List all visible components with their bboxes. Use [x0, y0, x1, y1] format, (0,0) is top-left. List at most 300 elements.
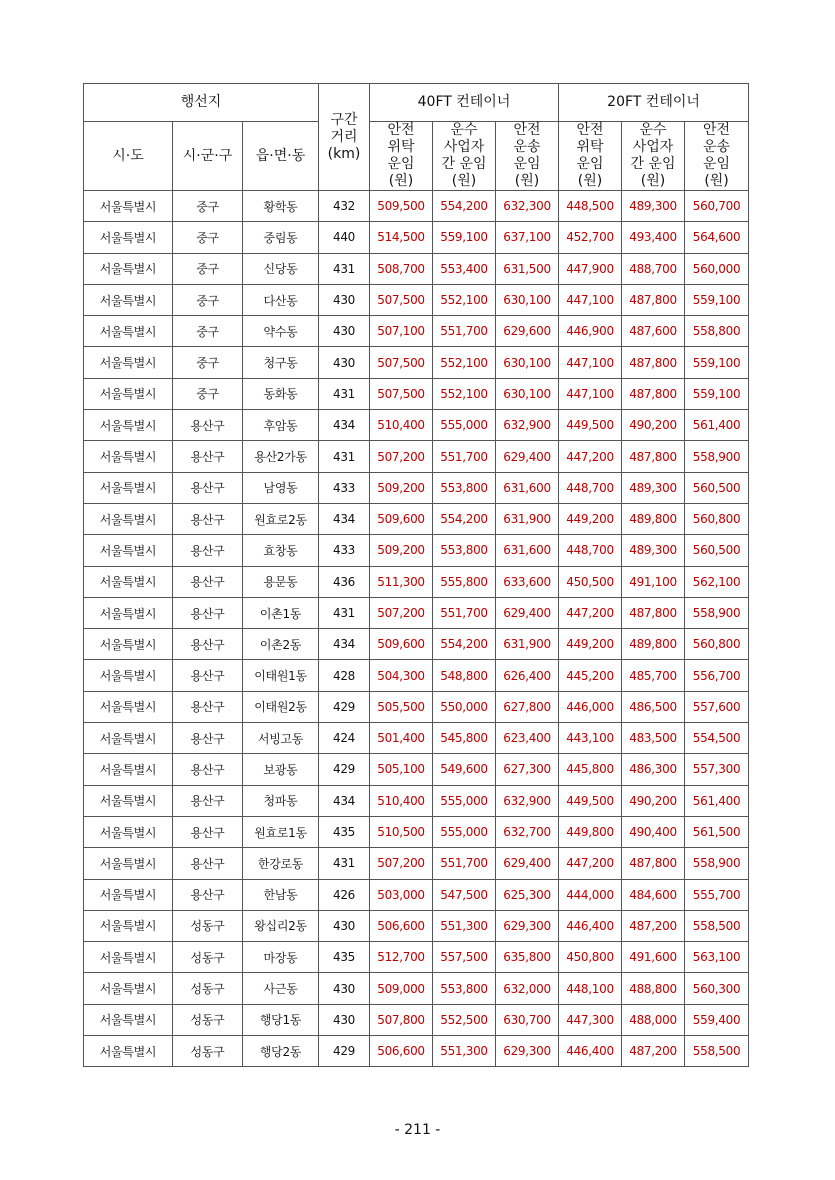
- sigungu-cell: 용산구: [173, 848, 243, 879]
- fare-20ft-transport-cell: 557,600: [685, 691, 749, 722]
- fare-40ft-carrier-cell: 551,700: [433, 597, 496, 628]
- table-row: [84, 910, 749, 941]
- fare-40ft-transport-cell: 623,400: [496, 723, 559, 754]
- distance-cell: 430: [319, 1004, 370, 1035]
- sido-cell: 서울특별시: [84, 660, 173, 691]
- fare-20ft-consignment-cell: 446,900: [559, 316, 622, 347]
- fare-20ft-carrier-cell: 487,800: [622, 441, 685, 472]
- sido-cell: 서울특별시: [84, 723, 173, 754]
- fare-20ft-transport-cell: 559,100: [685, 284, 749, 315]
- fare-20ft-transport-cell: 559,100: [685, 347, 749, 378]
- sido-cell: 서울특별시: [84, 1036, 173, 1067]
- fare-40ft-transport-cell: 632,900: [496, 785, 559, 816]
- fare-20ft-carrier-cell: 483,500: [622, 723, 685, 754]
- header-40ft-consignment: 안전 위탁 운임 (원): [370, 122, 433, 191]
- dong-cell: 다산동: [243, 284, 319, 315]
- fare-20ft-carrier-cell: 489,800: [622, 629, 685, 660]
- dong-cell: 청구동: [243, 347, 319, 378]
- fare-40ft-transport-cell: 629,300: [496, 910, 559, 941]
- sido-cell: 서울특별시: [84, 910, 173, 941]
- fare-40ft-transport-cell: 631,900: [496, 503, 559, 534]
- fare-40ft-consignment-cell: 501,400: [370, 723, 433, 754]
- fare-20ft-carrier-cell: 486,500: [622, 691, 685, 722]
- sido-cell: 서울특별시: [84, 191, 173, 222]
- fare-40ft-transport-cell: 629,300: [496, 1036, 559, 1067]
- header-40ft: 40FT 컨테이너: [370, 84, 559, 122]
- fare-40ft-carrier-cell: 555,000: [433, 816, 496, 847]
- fare-40ft-consignment-cell: 507,500: [370, 378, 433, 409]
- table-row: [84, 253, 749, 284]
- dong-cell: 마장동: [243, 942, 319, 973]
- table-row: [84, 566, 749, 597]
- sigungu-cell: 중구: [173, 378, 243, 409]
- fare-20ft-consignment-cell: 450,500: [559, 566, 622, 597]
- fare-20ft-consignment-cell: 452,700: [559, 222, 622, 253]
- fare-40ft-carrier-cell: 548,800: [433, 660, 496, 691]
- fare-40ft-consignment-cell: 510,400: [370, 785, 433, 816]
- table-row: [84, 848, 749, 879]
- fare-40ft-carrier-cell: 554,200: [433, 629, 496, 660]
- fare-40ft-carrier-cell: 550,000: [433, 691, 496, 722]
- distance-cell: 440: [319, 222, 370, 253]
- table-row: [84, 410, 749, 441]
- fare-40ft-consignment-cell: 509,600: [370, 629, 433, 660]
- fare-40ft-consignment-cell: 509,600: [370, 503, 433, 534]
- sido-cell: 서울특별시: [84, 472, 173, 503]
- table-row: [84, 816, 749, 847]
- dong-cell: 보광동: [243, 754, 319, 785]
- fare-40ft-consignment-cell: 512,700: [370, 942, 433, 973]
- fare-40ft-consignment-cell: 507,100: [370, 316, 433, 347]
- fare-20ft-transport-cell: 560,300: [685, 973, 749, 1004]
- sigungu-cell: 용산구: [173, 816, 243, 847]
- sigungu-cell: 용산구: [173, 410, 243, 441]
- sigungu-cell: 성동구: [173, 942, 243, 973]
- sigungu-cell: 용산구: [173, 472, 243, 503]
- table-row: [84, 597, 749, 628]
- fare-20ft-transport-cell: 555,700: [685, 879, 749, 910]
- fare-40ft-transport-cell: 631,500: [496, 253, 559, 284]
- fare-40ft-transport-cell: 632,900: [496, 410, 559, 441]
- fare-40ft-transport-cell: 630,100: [496, 347, 559, 378]
- table-row: [84, 691, 749, 722]
- distance-cell: 426: [319, 879, 370, 910]
- sido-cell: 서울특별시: [84, 316, 173, 347]
- fare-20ft-transport-cell: 563,100: [685, 942, 749, 973]
- fare-40ft-transport-cell: 631,600: [496, 472, 559, 503]
- table-row: [84, 879, 749, 910]
- table-row: [84, 222, 749, 253]
- fare-20ft-carrier-cell: 490,200: [622, 410, 685, 441]
- distance-cell: 430: [319, 316, 370, 347]
- header-20ft: 20FT 컨테이너: [559, 84, 749, 122]
- fare-20ft-carrier-cell: 491,600: [622, 942, 685, 973]
- sigungu-cell: 성동구: [173, 1004, 243, 1035]
- dong-cell: 원효로1동: [243, 816, 319, 847]
- fare-20ft-transport-cell: 559,100: [685, 378, 749, 409]
- sido-cell: 서울특별시: [84, 597, 173, 628]
- sigungu-cell: 용산구: [173, 503, 243, 534]
- fare-20ft-carrier-cell: 486,300: [622, 754, 685, 785]
- fare-20ft-consignment-cell: 449,800: [559, 816, 622, 847]
- header-20ft-transport: 안전 운송 운임 (원): [685, 122, 749, 191]
- fare-20ft-carrier-cell: 489,300: [622, 191, 685, 222]
- header-40ft-carrier: 운수 사업자 간 운임 (원): [433, 122, 496, 191]
- fare-20ft-consignment-cell: 448,500: [559, 191, 622, 222]
- fare-20ft-transport-cell: 557,300: [685, 754, 749, 785]
- dong-cell: 이촌1동: [243, 597, 319, 628]
- fare-20ft-consignment-cell: 449,500: [559, 410, 622, 441]
- fare-20ft-carrier-cell: 488,800: [622, 973, 685, 1004]
- table-row: [84, 535, 749, 566]
- fare-40ft-consignment-cell: 504,300: [370, 660, 433, 691]
- fare-20ft-transport-cell: 558,900: [685, 597, 749, 628]
- dong-cell: 행당1동: [243, 1004, 319, 1035]
- fare-20ft-transport-cell: 562,100: [685, 566, 749, 597]
- fare-20ft-consignment-cell: 447,100: [559, 378, 622, 409]
- fare-20ft-transport-cell: 560,800: [685, 629, 749, 660]
- fare-40ft-carrier-cell: 552,100: [433, 284, 496, 315]
- fare-20ft-consignment-cell: 450,800: [559, 942, 622, 973]
- sigungu-cell: 용산구: [173, 566, 243, 597]
- fare-20ft-transport-cell: 560,000: [685, 253, 749, 284]
- fare-20ft-carrier-cell: 488,700: [622, 253, 685, 284]
- fare-40ft-carrier-cell: 551,700: [433, 848, 496, 879]
- fare-40ft-carrier-cell: 553,800: [433, 472, 496, 503]
- fare-40ft-carrier-cell: 551,700: [433, 441, 496, 472]
- fare-20ft-consignment-cell: 446,400: [559, 910, 622, 941]
- sido-cell: 서울특별시: [84, 848, 173, 879]
- fare-20ft-carrier-cell: 487,200: [622, 1036, 685, 1067]
- distance-cell: 431: [319, 597, 370, 628]
- fare-20ft-transport-cell: 561,400: [685, 410, 749, 441]
- table-row: [84, 1004, 749, 1035]
- distance-cell: 434: [319, 410, 370, 441]
- fare-40ft-consignment-cell: 514,500: [370, 222, 433, 253]
- fare-40ft-consignment-cell: 509,200: [370, 535, 433, 566]
- fare-40ft-transport-cell: 631,600: [496, 535, 559, 566]
- fare-40ft-transport-cell: 637,100: [496, 222, 559, 253]
- header-sigungu: 시·군·구: [173, 122, 243, 191]
- fare-20ft-carrier-cell: 490,200: [622, 785, 685, 816]
- dong-cell: 남영동: [243, 472, 319, 503]
- distance-cell: 428: [319, 660, 370, 691]
- dong-cell: 중림동: [243, 222, 319, 253]
- fare-40ft-carrier-cell: 552,100: [433, 347, 496, 378]
- distance-cell: 435: [319, 942, 370, 973]
- fare-20ft-carrier-cell: 487,800: [622, 284, 685, 315]
- fare-40ft-carrier-cell: 559,100: [433, 222, 496, 253]
- fare-40ft-carrier-cell: 549,600: [433, 754, 496, 785]
- fare-40ft-carrier-cell: 557,500: [433, 942, 496, 973]
- distance-cell: 430: [319, 284, 370, 315]
- fare-40ft-transport-cell: 633,600: [496, 566, 559, 597]
- distance-cell: 430: [319, 973, 370, 1004]
- dong-cell: 신당동: [243, 253, 319, 284]
- fare-40ft-consignment-cell: 509,000: [370, 973, 433, 1004]
- dong-cell: 한강로동: [243, 848, 319, 879]
- dong-cell: 효창동: [243, 535, 319, 566]
- table-row: [84, 441, 749, 472]
- sigungu-cell: 중구: [173, 253, 243, 284]
- table-body: [84, 191, 749, 1067]
- fare-40ft-transport-cell: 629,400: [496, 848, 559, 879]
- fare-40ft-transport-cell: 632,300: [496, 191, 559, 222]
- fare-20ft-consignment-cell: 445,200: [559, 660, 622, 691]
- distance-cell: 429: [319, 1036, 370, 1067]
- fare-40ft-consignment-cell: 507,800: [370, 1004, 433, 1035]
- distance-cell: 430: [319, 347, 370, 378]
- fare-20ft-consignment-cell: 449,200: [559, 629, 622, 660]
- fare-20ft-consignment-cell: 447,200: [559, 848, 622, 879]
- fare-20ft-consignment-cell: 447,100: [559, 347, 622, 378]
- distance-cell: 436: [319, 566, 370, 597]
- table-row: [84, 378, 749, 409]
- table-row: [84, 785, 749, 816]
- table-row: [84, 1036, 749, 1067]
- fare-20ft-transport-cell: 556,700: [685, 660, 749, 691]
- fare-20ft-carrier-cell: 487,800: [622, 597, 685, 628]
- header-eupmyeondong: 읍·면·동: [243, 122, 319, 191]
- fare-20ft-consignment-cell: 446,400: [559, 1036, 622, 1067]
- distance-cell: 431: [319, 848, 370, 879]
- fare-20ft-transport-cell: 560,500: [685, 535, 749, 566]
- fare-20ft-transport-cell: 560,800: [685, 503, 749, 534]
- sido-cell: 서울특별시: [84, 566, 173, 597]
- sigungu-cell: 용산구: [173, 441, 243, 472]
- fare-20ft-carrier-cell: 489,800: [622, 503, 685, 534]
- distance-cell: 434: [319, 503, 370, 534]
- distance-cell: 434: [319, 629, 370, 660]
- dong-cell: 서빙고동: [243, 723, 319, 754]
- header-sido: 시·도: [84, 122, 173, 191]
- header-20ft-consignment: 안전 위탁 운임 (원): [559, 122, 622, 191]
- fare-40ft-carrier-cell: 554,200: [433, 503, 496, 534]
- fare-40ft-consignment-cell: 507,200: [370, 441, 433, 472]
- fare-40ft-transport-cell: 635,800: [496, 942, 559, 973]
- fare-20ft-carrier-cell: 490,400: [622, 816, 685, 847]
- fare-40ft-carrier-cell: 555,800: [433, 566, 496, 597]
- fare-40ft-transport-cell: 630,700: [496, 1004, 559, 1035]
- dong-cell: 용산2가동: [243, 441, 319, 472]
- fare-20ft-carrier-cell: 491,100: [622, 566, 685, 597]
- fare-40ft-consignment-cell: 507,200: [370, 597, 433, 628]
- dong-cell: 후암동: [243, 410, 319, 441]
- fare-20ft-transport-cell: 564,600: [685, 222, 749, 253]
- table-row: [84, 316, 749, 347]
- dong-cell: 약수동: [243, 316, 319, 347]
- distance-cell: 433: [319, 535, 370, 566]
- fare-40ft-transport-cell: 627,300: [496, 754, 559, 785]
- fare-20ft-carrier-cell: 487,200: [622, 910, 685, 941]
- fare-20ft-transport-cell: 559,400: [685, 1004, 749, 1035]
- fare-20ft-consignment-cell: 449,500: [559, 785, 622, 816]
- sido-cell: 서울특별시: [84, 347, 173, 378]
- fare-40ft-carrier-cell: 552,500: [433, 1004, 496, 1035]
- fare-20ft-carrier-cell: 487,800: [622, 848, 685, 879]
- table-row: [84, 191, 749, 222]
- fare-20ft-consignment-cell: 448,100: [559, 973, 622, 1004]
- fare-40ft-consignment-cell: 508,700: [370, 253, 433, 284]
- fare-40ft-transport-cell: 631,900: [496, 629, 559, 660]
- sigungu-cell: 용산구: [173, 754, 243, 785]
- fare-20ft-consignment-cell: 447,100: [559, 284, 622, 315]
- dong-cell: 이태원2동: [243, 691, 319, 722]
- fare-40ft-consignment-cell: 509,200: [370, 472, 433, 503]
- sido-cell: 서울특별시: [84, 535, 173, 566]
- distance-cell: 430: [319, 910, 370, 941]
- fare-40ft-carrier-cell: 547,500: [433, 879, 496, 910]
- fare-40ft-carrier-cell: 555,000: [433, 410, 496, 441]
- fare-20ft-consignment-cell: 443,100: [559, 723, 622, 754]
- fare-40ft-consignment-cell: 507,500: [370, 347, 433, 378]
- table-row: [84, 472, 749, 503]
- distance-cell: 431: [319, 253, 370, 284]
- table-row: [84, 503, 749, 534]
- sigungu-cell: 용산구: [173, 723, 243, 754]
- sido-cell: 서울특별시: [84, 942, 173, 973]
- fare-40ft-consignment-cell: 505,500: [370, 691, 433, 722]
- fare-20ft-consignment-cell: 449,200: [559, 503, 622, 534]
- fare-20ft-consignment-cell: 448,700: [559, 535, 622, 566]
- page-number: - 211 -: [394, 1122, 441, 1138]
- dong-cell: 한남동: [243, 879, 319, 910]
- distance-cell: 429: [319, 754, 370, 785]
- sigungu-cell: 중구: [173, 191, 243, 222]
- sigungu-cell: 용산구: [173, 660, 243, 691]
- fare-40ft-consignment-cell: 510,500: [370, 816, 433, 847]
- sigungu-cell: 성동구: [173, 1036, 243, 1067]
- sido-cell: 서울특별시: [84, 503, 173, 534]
- sigungu-cell: 중구: [173, 222, 243, 253]
- fare-40ft-consignment-cell: 511,300: [370, 566, 433, 597]
- fare-20ft-transport-cell: 558,800: [685, 316, 749, 347]
- sigungu-cell: 중구: [173, 347, 243, 378]
- dong-cell: 동화동: [243, 378, 319, 409]
- fare-20ft-carrier-cell: 489,300: [622, 472, 685, 503]
- table-row: [84, 629, 749, 660]
- sido-cell: 서울특별시: [84, 816, 173, 847]
- fare-40ft-carrier-cell: 545,800: [433, 723, 496, 754]
- header-distance: 구간 거리 (km): [319, 84, 370, 191]
- fare-20ft-consignment-cell: 447,300: [559, 1004, 622, 1035]
- fare-40ft-consignment-cell: 507,500: [370, 284, 433, 315]
- distance-cell: 434: [319, 785, 370, 816]
- fare-40ft-transport-cell: 629,400: [496, 441, 559, 472]
- sigungu-cell: 용산구: [173, 535, 243, 566]
- fare-20ft-carrier-cell: 493,400: [622, 222, 685, 253]
- fare-40ft-carrier-cell: 554,200: [433, 191, 496, 222]
- dong-cell: 원효로2동: [243, 503, 319, 534]
- sigungu-cell: 중구: [173, 284, 243, 315]
- fare-40ft-carrier-cell: 552,100: [433, 378, 496, 409]
- table-row: [84, 347, 749, 378]
- sigungu-cell: 용산구: [173, 629, 243, 660]
- table-row: [84, 973, 749, 1004]
- header-40ft-transport: 안전 운송 운임 (원): [496, 122, 559, 191]
- fare-20ft-consignment-cell: 447,900: [559, 253, 622, 284]
- dong-cell: 행당2동: [243, 1036, 319, 1067]
- distance-cell: 435: [319, 816, 370, 847]
- sigungu-cell: 용산구: [173, 879, 243, 910]
- fare-40ft-carrier-cell: 555,000: [433, 785, 496, 816]
- dong-cell: 이촌2동: [243, 629, 319, 660]
- sido-cell: 서울특별시: [84, 284, 173, 315]
- sido-cell: 서울특별시: [84, 441, 173, 472]
- fare-20ft-consignment-cell: 447,200: [559, 441, 622, 472]
- fare-20ft-transport-cell: 558,500: [685, 1036, 749, 1067]
- fare-40ft-transport-cell: 627,800: [496, 691, 559, 722]
- fare-40ft-transport-cell: 625,300: [496, 879, 559, 910]
- fare-20ft-consignment-cell: 444,000: [559, 879, 622, 910]
- sido-cell: 서울특별시: [84, 1004, 173, 1035]
- sido-cell: 서울특별시: [84, 879, 173, 910]
- dong-cell: 왕십리2동: [243, 910, 319, 941]
- fare-40ft-consignment-cell: 507,200: [370, 848, 433, 879]
- fare-40ft-transport-cell: 632,700: [496, 816, 559, 847]
- fare-20ft-carrier-cell: 487,600: [622, 316, 685, 347]
- fare-20ft-carrier-cell: 488,000: [622, 1004, 685, 1035]
- sido-cell: 서울특별시: [84, 629, 173, 660]
- dong-cell: 사근동: [243, 973, 319, 1004]
- sido-cell: 서울특별시: [84, 222, 173, 253]
- dong-cell: 이태원1동: [243, 660, 319, 691]
- fare-20ft-consignment-cell: 448,700: [559, 472, 622, 503]
- fare-40ft-consignment-cell: 506,600: [370, 910, 433, 941]
- fare-20ft-consignment-cell: 446,000: [559, 691, 622, 722]
- sido-cell: 서울특별시: [84, 785, 173, 816]
- fare-40ft-carrier-cell: 553,800: [433, 973, 496, 1004]
- sido-cell: 서울특별시: [84, 691, 173, 722]
- sigungu-cell: 용산구: [173, 597, 243, 628]
- fare-40ft-carrier-cell: 553,800: [433, 535, 496, 566]
- fare-40ft-transport-cell: 629,600: [496, 316, 559, 347]
- table-row: [84, 723, 749, 754]
- sido-cell: 서울특별시: [84, 378, 173, 409]
- fare-20ft-consignment-cell: 447,200: [559, 597, 622, 628]
- table-row: [84, 942, 749, 973]
- sido-cell: 서울특별시: [84, 754, 173, 785]
- fare-20ft-transport-cell: 558,500: [685, 910, 749, 941]
- sido-cell: 서울특별시: [84, 973, 173, 1004]
- fare-40ft-transport-cell: 626,400: [496, 660, 559, 691]
- header-20ft-carrier: 운수 사업자 간 운임 (원): [622, 122, 685, 191]
- distance-cell: 432: [319, 191, 370, 222]
- table-row: [84, 284, 749, 315]
- fare-40ft-transport-cell: 630,100: [496, 284, 559, 315]
- fare-40ft-consignment-cell: 506,600: [370, 1036, 433, 1067]
- fare-40ft-consignment-cell: 505,100: [370, 754, 433, 785]
- table-row: [84, 660, 749, 691]
- sigungu-cell: 용산구: [173, 785, 243, 816]
- dong-cell: 용문동: [243, 566, 319, 597]
- sido-cell: 서울특별시: [84, 253, 173, 284]
- fare-20ft-carrier-cell: 487,800: [622, 378, 685, 409]
- sido-cell: 서울특별시: [84, 410, 173, 441]
- fare-20ft-consignment-cell: 445,800: [559, 754, 622, 785]
- dong-cell: 황학동: [243, 191, 319, 222]
- fare-20ft-carrier-cell: 485,700: [622, 660, 685, 691]
- distance-cell: 424: [319, 723, 370, 754]
- fare-20ft-carrier-cell: 489,300: [622, 535, 685, 566]
- dong-cell: 청파동: [243, 785, 319, 816]
- fare-20ft-transport-cell: 558,900: [685, 441, 749, 472]
- fare-20ft-carrier-cell: 484,600: [622, 879, 685, 910]
- fare-20ft-transport-cell: 554,500: [685, 723, 749, 754]
- sigungu-cell: 중구: [173, 316, 243, 347]
- fare-40ft-consignment-cell: 510,400: [370, 410, 433, 441]
- fare-40ft-consignment-cell: 509,500: [370, 191, 433, 222]
